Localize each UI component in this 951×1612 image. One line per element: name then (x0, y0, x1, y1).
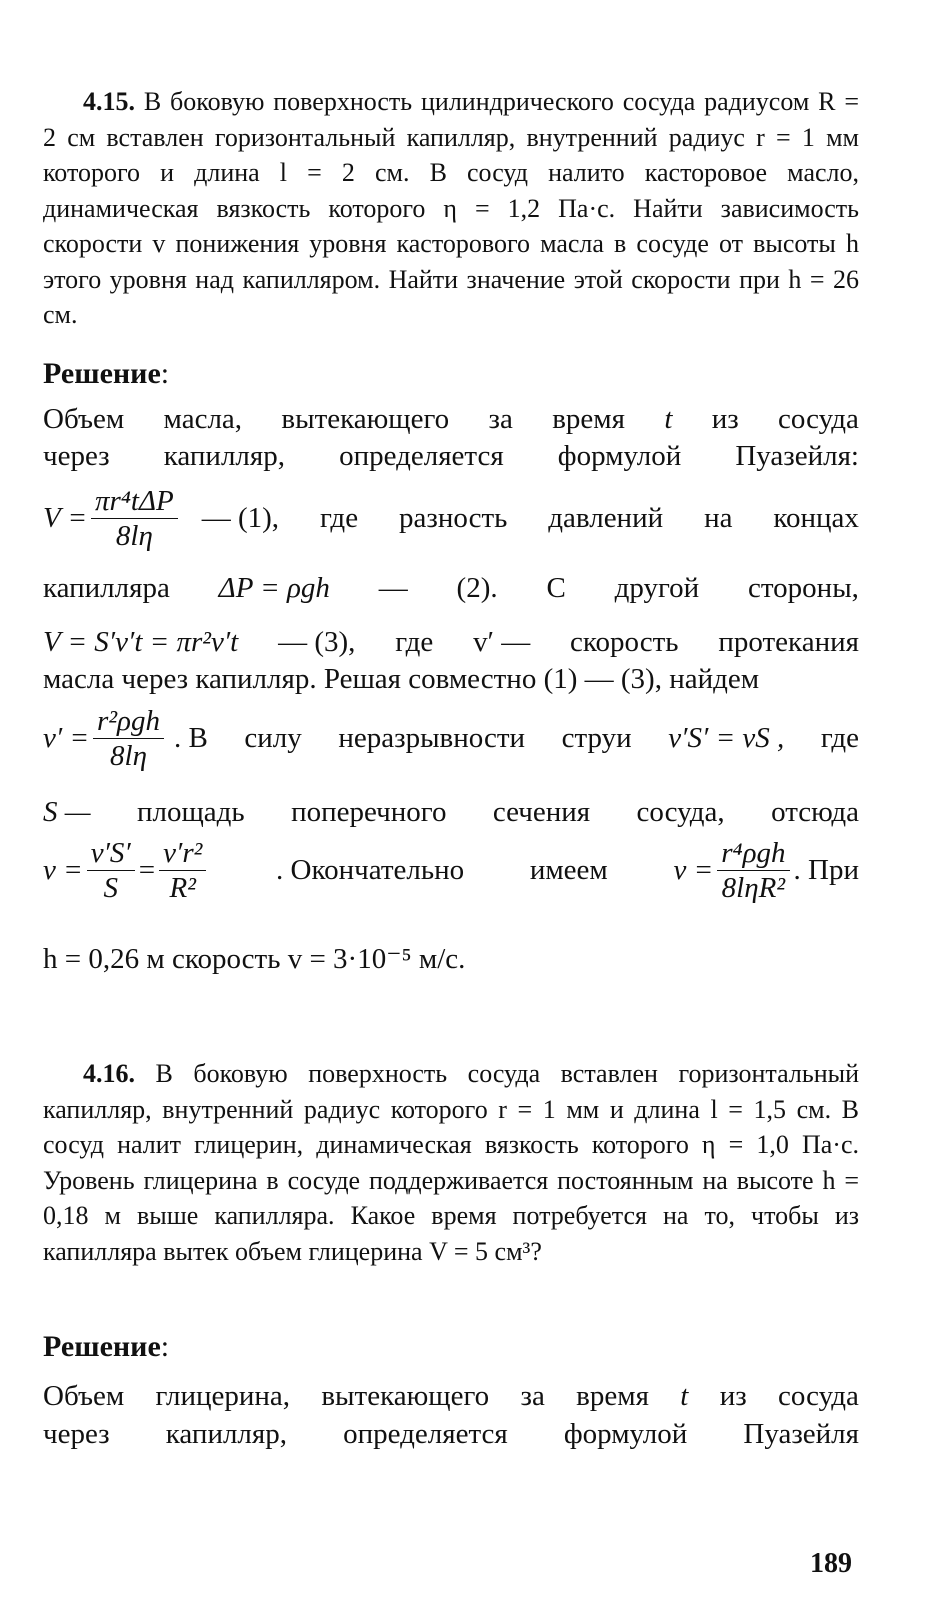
solution-heading: Решение: (43, 1330, 170, 1363)
fraction: $\frac{\text{r²ρgh}}{8l\eta}$ (93, 706, 164, 772)
solution-line: капилляра ΔP = ρgh — (2). С другой стороны, (43, 572, 859, 604)
fraction: $\frac{\text{πr⁴tΔP}}{8l\eta}$ (91, 486, 178, 552)
fraction: $\frac{\text{v′r²}}{\text{R²}}$ (159, 838, 206, 904)
solution-line: Объем масла, вытекающего за время t из сосуда (43, 403, 859, 435)
solution-line: V = S′v′t = πr²v′t — (3), где v′ — скорость протекания (43, 626, 859, 658)
problem-4-16 (43, 1056, 859, 1269)
fraction: $\frac{\text{r⁴ρgh}}{\text{8lηR²}}$ (717, 838, 789, 904)
problem-number: 4.16. (83, 1059, 135, 1088)
solution-result: h = 0,26 м скорость v = 3·10⁻⁵ м/с. (43, 943, 466, 975)
solution-line: через капилляр, определяется формулой Пуазейля: (43, 440, 859, 472)
solution-line: через капилляр, определяется формулой Пуазейля (43, 1418, 859, 1450)
problem-text: В боковую поверхность сосуда вставлен горизонтальный капилляр, внутренний радиус которого r = 1 мм и длина l = 1,5 см. В сосуд налит глицерин, динамическая вязкость которого η = 1,0 Па·с. Уровень глицерина в сосуде поддерживается постоянным на высоте h = 0,18 м выше капилляра. Какое время потребуется на то, чтобы из капилляра вытек объем глицерина V = 5 см³? (43, 1059, 859, 1266)
problem-number: 4.15. (83, 87, 135, 116)
solution-line: S — площадь поперечного сечения сосуда, отсюда (43, 796, 859, 828)
equation-3: v = $\frac{v'S'}{S}$ = $\frac{\text{v′r²}}{\text{R²}}$ . Окончательно имеем v = $\frac{\text{r⁴ρgh}}{\text{8lηR²}}$ . При (43, 837, 859, 905)
solution-heading: Решение: (43, 357, 170, 390)
problem-text: В боковую поверхность цилиндрического сосуда радиусом R = 2 см вставлен горизонтальный капилляр, внутренний радиус r = 1 мм которого и длина l = 2 см. В сосуд налито касторовое масло, динамическая вязкость которого η = 1,2 Па·с. Найти зависимость скорости v понижения уровня касторового масла в сосуде от высоты h этого уровня над капилляром. Найти значение этой скорости при h = 26 см. (43, 87, 860, 329)
solution-line: Объем глицерина, вытекающего за время t из сосуда (43, 1380, 859, 1412)
equation-2: v′ = $\frac{\text{r²ρgh}}{8l\eta}$ . В силу неразрывности струи v′S′ = vS , где (43, 705, 859, 773)
fraction: $\frac{v'S'}{S}$ (87, 838, 135, 904)
page-number: 189 (810, 1548, 852, 1579)
equation-1: V = $\frac{\text{πr⁴tΔP}}{8l\eta}$ — (1), где разность давлений на концах (43, 485, 859, 553)
solution-line: масла через капилляр. Решая совместно (1) — (3), найдем (43, 663, 760, 695)
problem-4-15 (43, 84, 859, 333)
